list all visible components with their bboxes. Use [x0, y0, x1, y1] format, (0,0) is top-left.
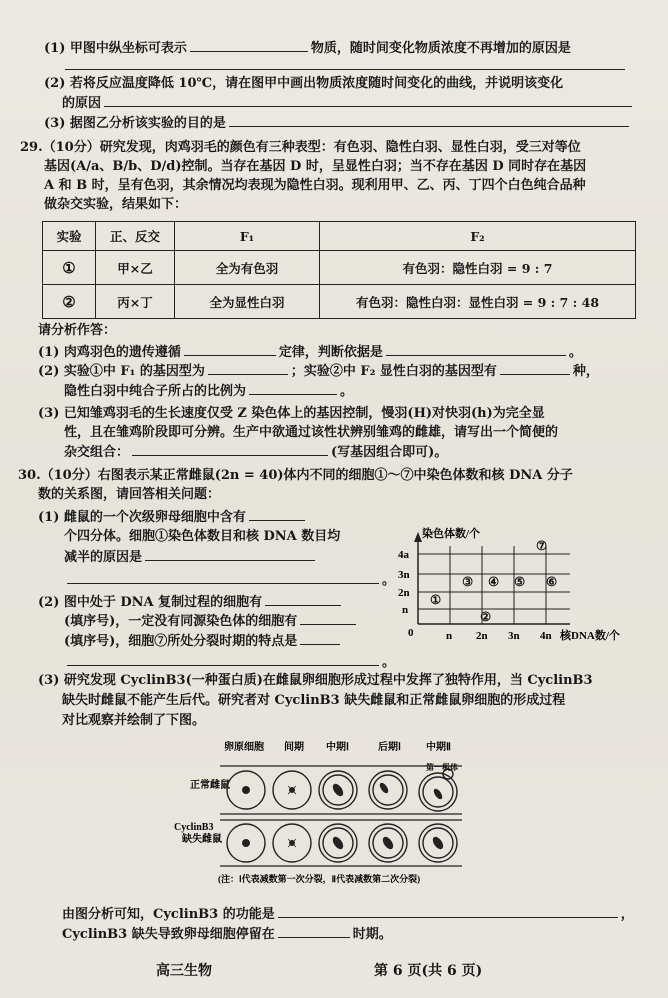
graph-cell-label: ③: [462, 575, 474, 589]
table-header: F₁: [175, 222, 320, 251]
q1-blank-2[interactable]: [65, 57, 625, 70]
footer-page-number: 第 6 页(共 6 页): [374, 963, 483, 979]
q2-text-b: 的原因: [62, 96, 102, 111]
spindle: [331, 835, 346, 851]
stage-label: 间期: [284, 742, 304, 753]
q3-blank[interactable]: [229, 114, 629, 127]
s1-blank-1[interactable]: [184, 343, 276, 356]
table-cell: 全为显性白羽: [175, 285, 320, 319]
q1-text-b: 物质，随时间变化物质浓度不再增加的原因是: [310, 41, 571, 56]
q30-line2: 数的关系图，请回答相关问题：: [38, 487, 221, 502]
graph-xlabel: 核DNA数/个: [560, 630, 620, 642]
b2-blank-2[interactable]: [300, 612, 356, 625]
q30-line1: 30.（10分）右图表示某正常雌鼠(2n = 40)体内不同的细胞①～⑦中染色体数和核 DNA 分子: [18, 468, 573, 483]
polar-body-label: 第一极体: [426, 763, 458, 772]
table-cell: 有色羽：隐性白羽：显性白羽 = 9 : 7 : 48: [320, 285, 636, 319]
graph-ytick: 4a: [398, 549, 409, 561]
table-cell: ①: [43, 251, 96, 285]
table-header: 正、反交: [96, 222, 175, 251]
table-cell: 丙×丁: [96, 285, 175, 319]
row-label-mutant-b: 缺失雌鼠: [182, 834, 222, 845]
graph-cell-label: ②: [480, 610, 492, 624]
s2-text-c: 种，: [572, 364, 599, 379]
table-cell: 有色羽：隐性白羽 = 9 : 7: [320, 251, 636, 285]
graph-cell-label: ⑥: [546, 575, 558, 589]
q3-text: (3) 据图乙分析该实验的目的是: [44, 116, 226, 131]
b2-text-b: (填序号)，一定没有同源染色体的细胞有: [64, 614, 298, 629]
stage-label: 后期Ⅰ: [378, 742, 401, 753]
cross-results-table: [42, 221, 636, 319]
e-text-1: 由图分析可知，CyclinB3 的功能是: [62, 907, 275, 922]
s2-blank-1[interactable]: [208, 362, 288, 375]
table-header: F₂: [320, 222, 636, 251]
graph-ylabel: 染色体数/个: [422, 528, 481, 540]
q29-line2: 基因(A/a、B/b、D/d)控制。当存在基因 D 时，呈显性白羽；当不存在基因 D 同时存在基因: [44, 159, 587, 174]
e-text-2b: 时期。: [352, 927, 392, 942]
graph-ytick: 3n: [398, 569, 410, 581]
q29-line1: 29.（10分）研究发现，肉鸡羽毛的颜色有三种表型：有色羽、隐性白羽、显性白羽，受三对等位: [20, 140, 581, 155]
graph-xtick: 2n: [476, 630, 488, 642]
spindle: [431, 835, 446, 851]
q1-text: (1) 甲图中纵坐标可表示: [44, 41, 187, 56]
graph-xtick: 4n: [540, 630, 552, 642]
q29-line4: 做杂交实验，结果如下：: [44, 197, 188, 212]
b1-text-c: 减半的原因是: [64, 550, 143, 565]
q2-blank[interactable]: [104, 94, 632, 107]
s3-text-a: (3) 已知雏鸡羽毛的生长速度仅受 Z 染色体上的基因控制，慢羽(H)对快羽(h)为完全显: [38, 406, 545, 421]
graph-xtick: 3n: [508, 630, 520, 642]
stage-label: 中期Ⅰ: [326, 742, 349, 753]
row-label-normal: 正常雌鼠: [190, 780, 230, 791]
graph-cell-label: ⑤: [514, 575, 526, 589]
s2-blank-3[interactable]: [249, 382, 337, 395]
s2-text-a: (2) 实验①中 F₁ 的基因型为: [38, 364, 205, 379]
spindle: [378, 781, 390, 794]
b2-text-a: (2) 图中处于 DNA 复制过程的细胞有: [38, 595, 263, 610]
s2-blank-2[interactable]: [500, 362, 570, 375]
graph-xtick: n: [446, 630, 453, 642]
table-cell: 全为有色羽: [175, 251, 320, 285]
table-header-row: [43, 222, 636, 251]
s3-text-b: 性，且在雏鸡阶段即可分辨。生产中欲通过该性状辨别雏鸡的雌雄，请写出一个简便的: [64, 425, 559, 440]
b1-text-b: 个四分体。细胞①染色体数目和核 DNA 数目均: [64, 529, 341, 544]
exam-page: (1) 甲图中纵坐标可表示 物质，随时间变化物质浓度不再增加的原因是 (2) 若将反应温度降低 10℃，请在图甲中画出物质浓度随时间变化的曲线，并说明该变化 的原因 (3) 据图乙分析该实验的目的是 29.（10分）研究发现，肉鸡羽毛的颜色有三种表型：有色羽、隐性白羽、显性白羽，受三对等位 基因(A/a、B/b、D/d)控制。当存在基因 D 时，呈显性白羽；当不存在基因 D 同时存在基因 A 和 B 时，呈有色羽，其余情况均表现为隐性白羽。现利用甲、乙、丙、丁四个白色纯合品种 做杂交实验，结果如下： 实验 正、反交 F₁ F₂ ① 甲×乙 全为有色羽 有色羽：隐性白羽 = 9 : 7 ② 丙×丁 全为显性白羽 有色羽：隐性白羽：显性白羽 = 9 : 7 : 48 请分析作答： (1) 肉鸡羽色的遗传遵循 定律，判断依据是 。 (2) 实验①中 F₁ 的基因型为 ；实验②中 F₂ 显性白羽的基因型有 种， 隐性白羽中纯合子所占的比例为 。 (3) 已知雏鸡羽毛的生长速度仅受 Z 染色体上的基因控制，慢羽(H)对快羽(h)为完全显 性，且在雏鸡阶段即可分辨。生产中欲通过该性状辨别雏鸡的雌雄，请写出一个简便的 杂交组合： (写基因组合即可)。 30.（10分）右图表示某正常雌鼠(2n = 40)体内不同的细胞①～⑦中染色体数和核 DNA 分子 数的关系图，请回答相关问题： (1) 雌鼠的一个次级卵母细胞中含有 个四分体。细胞①染色体数目和核 DNA 数目均 减半的原因是 。 (2) 图中处于 DNA 复制过程的细胞有 (填序号)，一定没有同源染色体的细胞有 (填序号)，细胞⑦所处分裂时期的特点是 。 染色体数/个 4a 3n 2n n 0 n 2n 3n 4n 核DNA数/个 ① ② ③ ④ ⑤ ⑥ ⑦ (3) 研究发现 CyclinB3(一种蛋白质)在雌鼠卵细胞形成过程中发挥了独特作用，当 CyclinB3 缺失时雌鼠不能产生后代。研究者对 CyclinB3 缺失雌鼠和正常雌鼠卵细胞的形成过程 对比观察并绘制了下图。 卵原细胞 间期 中期Ⅰ 后期Ⅰ 中期Ⅱ 正常雌鼠 CyclinB3 缺失雌鼠 第一极体 (注：Ⅰ代表减数第一次分裂，Ⅱ代表减数第二次分裂) 由图分析可知，CyclinB3 的功能是 ， CyclinB3 缺失导致卵母细胞停留在 时期。 高三生物 第 6 页(共 6 页): [0, 0, 668, 998]
table-cell: 甲×乙: [96, 251, 175, 285]
s2-text-d: 隐性白羽中纯合子所占的比例为: [64, 384, 247, 399]
stage-label: 卵原细胞: [224, 742, 264, 753]
s1-blank-2[interactable]: [386, 343, 566, 356]
q29-line3: A 和 B 时，呈有色羽，其余情况均表现为隐性白羽。现利用甲、乙、丙、丁四个白色纯合品种: [44, 178, 586, 193]
chromosome-dna-graph: [394, 524, 666, 650]
e-text-2a: CyclinB3 缺失导致卵母细胞停留在: [62, 927, 275, 942]
graph-ytick: n: [402, 604, 409, 616]
b2-blank-3[interactable]: [300, 632, 340, 645]
s1-text-b: 定律，判断依据是: [278, 345, 383, 360]
c-text-2: 缺失时雌鼠不能产生后代。研究者对 CyclinB3 缺失雌鼠和正常雌鼠卵细胞的形成过程: [62, 693, 566, 708]
figure-note: (注：Ⅰ代表减数第一次分裂，Ⅱ代表减数第二次分裂): [218, 874, 421, 884]
cyclinb3-oocyte-figure: [174, 736, 470, 890]
graph-cell-label: ④: [488, 575, 500, 589]
nucleus: [242, 786, 250, 794]
e-blank-1[interactable]: [278, 905, 618, 918]
c-text-3: 对比观察并绘制了下图。: [62, 713, 206, 728]
stage-label: 中期Ⅱ: [426, 742, 451, 753]
footer-subject: 高三生物: [156, 963, 212, 979]
nucleus: [242, 839, 250, 847]
table-cell: ②: [43, 285, 96, 319]
graph-cell-label: ①: [430, 593, 442, 607]
spindle: [331, 782, 346, 798]
table-row: [43, 285, 636, 319]
spindle: [381, 835, 396, 851]
q1-blank-1[interactable]: [190, 39, 308, 52]
s3-text-d: (写基因组合即可)。: [331, 445, 448, 460]
ask-text: 请分析作答：: [38, 323, 117, 338]
b2-text-c: (填序号)，细胞⑦所处分裂时期的特点是: [64, 634, 298, 649]
table-header: 实验: [43, 222, 96, 251]
s1-text-a: (1) 肉鸡羽色的遗传遵循: [38, 345, 181, 360]
row-label-mutant-a: CyclinB3: [174, 822, 214, 833]
graph-ytick: 2n: [398, 587, 410, 599]
s2-text-b: ；实验②中 F₂ 显性白羽的基因型有: [290, 364, 497, 379]
spindle: [432, 787, 444, 800]
b1-text-a: (1) 雌鼠的一个次级卵母细胞中含有: [38, 510, 246, 525]
b1-blank-2[interactable]: [145, 548, 315, 561]
b2-blank-4[interactable]: [67, 653, 379, 666]
c-text-1: (3) 研究发现 CyclinB3(一种蛋白质)在雌鼠卵细胞形成过程中发挥了独特作用，当 CyclinB3: [38, 673, 593, 688]
b2-blank-1[interactable]: [265, 593, 341, 606]
table-row: [43, 251, 636, 285]
b1-blank-1[interactable]: [249, 508, 305, 521]
s3-blank[interactable]: [132, 443, 328, 456]
e-blank-2[interactable]: [278, 925, 350, 938]
arrow-up-icon: [414, 532, 422, 542]
s3-text-c: 杂交组合：: [64, 445, 130, 460]
b1-blank-3[interactable]: [67, 571, 379, 584]
q2-text: (2) 若将反应温度降低 10℃，请在图甲中画出物质浓度随时间变化的曲线，并说明该变化: [44, 76, 564, 91]
graph-cell-label: ⑦: [536, 539, 548, 553]
graph-xtick: 0: [408, 627, 414, 639]
